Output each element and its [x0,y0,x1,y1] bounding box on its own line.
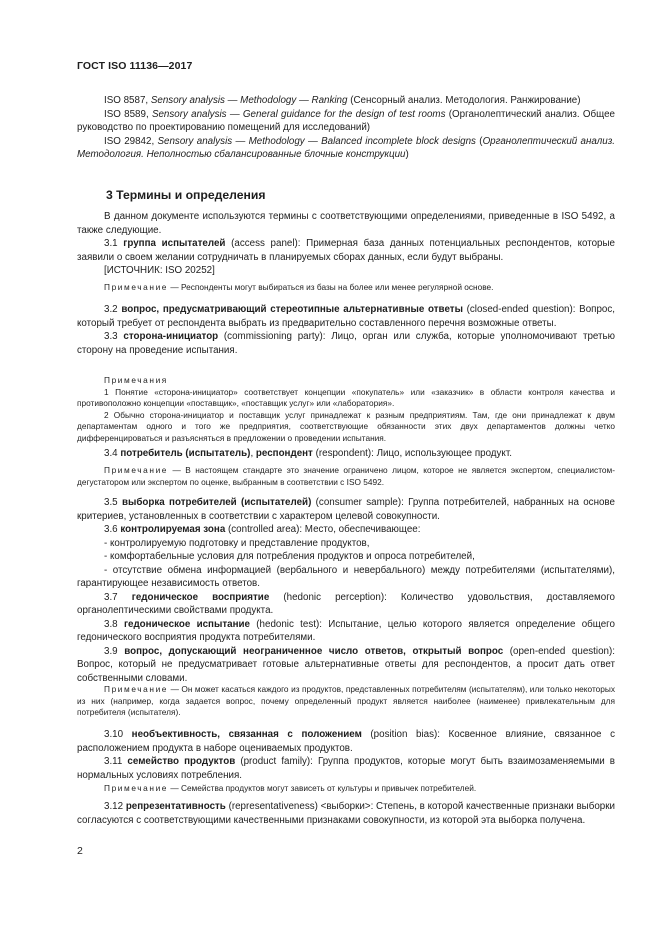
term-3-6-item: - контролируемую подготовку и представление продуктов, [104,537,370,549]
note-3-9: Примечание — Он может касаться каждого из продуктов, представленных потребителям (испытателям), или только некоторых из них (например, когда задается вопрос, почему определенный продукт является наиболее (наименее) привлекательным для потребителя (испытателя). [77,684,615,718]
reference-item: ISO 8589, Sensory analysis — General guidance for the design of test rooms (Органолептический анализ. Общее руководство по проектированию помещений для исследований) [77,108,615,133]
note-3-11: Примечание — Семейства продуктов могут зависеть от культуры и привычек потребителей. [104,783,477,793]
term-3-6: 3.6 контролируемая зона (controlled area): Место, обеспечивающее: [104,524,421,535]
terms-3-10-3-11 [77,728,615,782]
term-3-2: 3.2 вопрос, предусматривающий стереотипные альтернативные ответы (closed-ended question): Вопрос, который требует от респондента выбрать из предварительно составленного перечня возможные ответы. [77,304,615,329]
term-3-6-item: - отсутствие обмена информацией (вербального и невербального) между потребителями (испытателями), гарантирующее независимость ответов. [77,564,615,589]
reference-item: ISO 8587, Sensory analysis — Methodology — Ranking (Сенсорный анализ. Методология. Ранжирование) [104,95,581,106]
page-number: 2 [77,845,83,857]
term-3-3: 3.3 сторона-инициатор (commissioning party): Лицо, орган или служба, которые уполномочивают третью сторону на проведение испытания. [77,331,615,356]
intro-and-term-3-1 [77,210,615,278]
references-list [77,94,615,162]
term-3-11: 3.11 семейство продуктов (product family): Группа продуктов, которые могут быть взаимозаменяемыми в нормальных условиях потребления. [77,756,615,781]
note-3-1: Примечание — Респонденты могут выбираться из базы на более или менее регулярной основе. [104,282,494,292]
terms-3-2-3-3 [77,303,615,357]
term-3-8: 3.8 гедоническое испытание (hedonic test): Испытание, целью которого является определение общего гедонического восприятия продукта потребителями. [77,618,615,643]
term-3-4: 3.4 потребитель (испытатель), респондент (respondent): Лицо, использующее продукт. [104,448,512,459]
terms-3-5-3-9 [77,496,615,685]
section-heading: 3 Термины и определения [106,188,266,202]
term-3-9: 3.9 вопрос, допускающий неограниченное число ответов, открытый вопрос (open-ended question): Вопрос, который не предусматривает готовые альтернативные ответы для респондентов, а просит дать ответ собственными словами. [77,645,615,684]
term-3-12: 3.12 репрезентативность (representativeness) <выборки>: Степень, в которой качественные признаки выборки согласуются с соответствующими качественными признаками совокупности, из которой эта выборка получена. [77,801,615,826]
reference-item: ISO 29842, Sensory analysis — Methodology — Balanced incomplete block designs (Органолептический анализ. Методология. Неполностью сбалансированные блочные конструкции) [77,135,615,160]
term-3-6-item: - комфортабельные условия для потребления продуктов и опроса потребителей, [104,551,475,562]
notes-3-3: Примечания 1 Понятие «сторона-инициатор» соответствует концепции «покупатель» или «заказчик» в области контроля качества и противоположно концепции «поставщик», «поставщик услуг» или «лаборатория». 2 Обычно сторона-инициатор и поставщик услуг принадлежат к разным предприятиям. Там, где они принадлежат к двум департаментам одного и того же предприятия, соответствующие обязанности этих двух департаментов должны четко дифференцироваться и разъясняться в предложении о проведении испытания. [77,375,615,443]
term-3-7: 3.7 гедоническое восприятие (hedonic perception): Количество удовольствия, доставляемого органолептическими свойствами продукта. [77,591,616,616]
term-3-1: 3.1 группа испытателей (access panel): Примерная база данных потенциальных респондентов, которые заявили о своем желании сотрудничать в планируемых сборах данных, если будут выбраны. [77,238,615,263]
term-3-10: 3.10 необъективность, связанная с положением (position bias): Косвенное влияние, связанное с расположением продукта в наборе оцениваемых продуктов. [77,729,615,754]
intro-paragraph: В данном документе используются термины с соответствующими определениями, приведенные в ISO 5492, а также следующие. [77,211,615,236]
note-3-4: Примечание — В настоящем стандарте это значение ограничено лицом, которое не является экспертом, специалистом-дегустатором или экспертом по оценке, выбранным в соответствии с ISO 5492. [77,465,615,487]
document-header: ГОСТ ISO 11136—2017 [77,60,193,72]
term-3-1-source: [ИСТОЧНИК: ISO 20252] [104,265,215,276]
term-3-5: 3.5 выборка потребителей (испытателей) (consumer sample): Группа потребителей, набранных на основе критериев, установленных в соответствии с характером целевой совокупности. [77,497,615,522]
